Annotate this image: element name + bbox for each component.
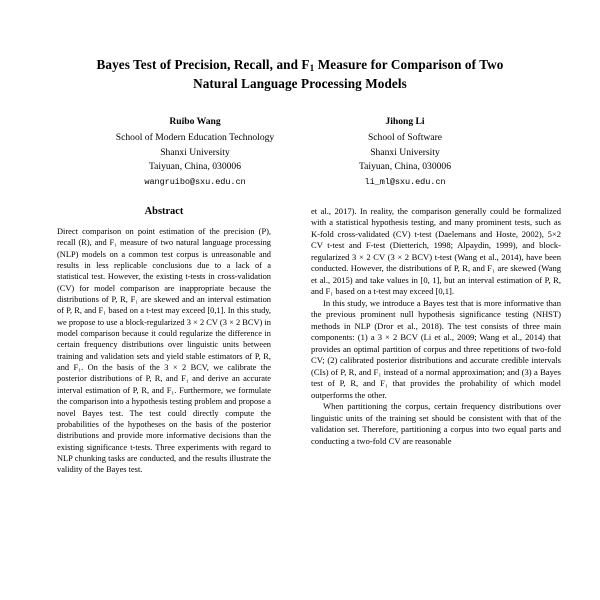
page-title-line2: Natural Language Processing Models (193, 76, 407, 92)
abstract-heading: Abstract (144, 206, 184, 217)
author-email[interactable]: li_ml@sxu.edu.cn (364, 177, 446, 188)
author-address: Taiyuan, China, 030006 (358, 160, 452, 172)
author-name: Jihong Li (385, 115, 425, 127)
author-entry-2 (300, 115, 510, 189)
intro-paragraph-1: et al., 2017). In reality, the comparison generally could be formalized with a statistical hypothesis testing, and many prominent tests, such as K-fold cross-validated (CV) t-test (Daelemans and Hoste, 2002), 5×2 CV t-test and F-test (Dietterich, 1998; Alpaydin, 1999), and block-regularized 3 × 2 CV (3 × 2 BCV) t-test (Wang et al., 2014), have been conducted. However, the distributions of P, R, and F₁ are skewed (Wang et al., 2015) and take values in [0, 1], but an interval estimation of P, R, and F₁ based on a t-test may exceed [0,1]. (311, 206, 561, 297)
author-affiliation-secondary: Shanxi University (160, 146, 230, 158)
page-title-subscript: 1 (309, 63, 315, 74)
intro-paragraph-3: When partitioning the corpus, certain frequency distributions over linguistic units of the training set should be consistent with that of the validation set. Therefore, partitioning a corpus into two equal parts and conducting a two-fold CV are reasonable (311, 401, 561, 446)
author-name: Ruibo Wang (169, 115, 221, 127)
page-title-part1: Bayes Test of Precision, Recall, and F (96, 57, 310, 72)
abstract-text: Direct comparison on point estimation of the precision (P), recall (R), and F₁ measure of two natural language processing (NLP) models on a common test corpus is unreasonable and results in less replicable conclusions due to a lack of a statistical test. However, the existing t-tests in cross-validation (CV) for model comparison are inappropriate because the distributions of P, R, F₁ are skewed and an interval estimation of P, R, and F₁ based on a t-test may exceed [0,1]. In this study, we propose to use a block-regularized 3 × 2 CV (3 × 2 BCV) in model comparison because it could regularize the difference in certain frequency distributions over linguistic units between training and validation sets and yield stable estimators of P, R, and F₁. On the basis of the 3 × 2 BCV, we calibrate the posterior distributions of P, R, and F₁ and derive an accurate interval estimation of P, R, and F₁. Furthermore, we formulate the comparison into a hypothesis testing problem and propose a novel Bayes test. The test could directly compute the probabilities of the hypotheses on the basis of the posterior distributions and provide more informative decisions than the existing significance t-tests. Three experiments with regard to NLP chunking tasks are conducted, and the results illustrate the validity of the Bayes test. (57, 227, 271, 475)
intro-paragraph-2: In this study, we introduce a Bayes test that is more informative than the previous prominent null hypothesis significance testing (NHST) methods in NLP (Dror et al., 2018). The test consists of three main components: (1) a 3 × 2 BCV (Li et al., 2009; Wang et al., 2014) that provides an optimal partition of corpus and three repetitions of two-fold CV; (2) calibrated posterior distributions and accurate credible intervals (CIs) of P, R, and F₁ instead of a normal approximation; and (3) a Bayes test of P, R, and F₁ that provides the probability of which model outperforms the other. (311, 297, 561, 400)
page-title (62, 56, 538, 94)
title-block (0, 0, 600, 94)
author-email[interactable]: wangruibo@sxu.edu.cn (144, 177, 246, 188)
author-entry-1 (90, 115, 300, 189)
author-affiliation-primary: School of Software (367, 132, 443, 144)
introduction-column (311, 206, 561, 476)
author-affiliation-secondary: Shanxi University (370, 146, 440, 158)
author-block (0, 115, 600, 189)
author-affiliation-primary: School of Modern Education Technology (115, 132, 275, 144)
page-title-part2: Measure for Comparison of Two (314, 57, 504, 72)
body-columns (0, 206, 600, 476)
abstract-column (39, 206, 289, 476)
author-address: Taiyuan, China, 030006 (148, 160, 242, 172)
